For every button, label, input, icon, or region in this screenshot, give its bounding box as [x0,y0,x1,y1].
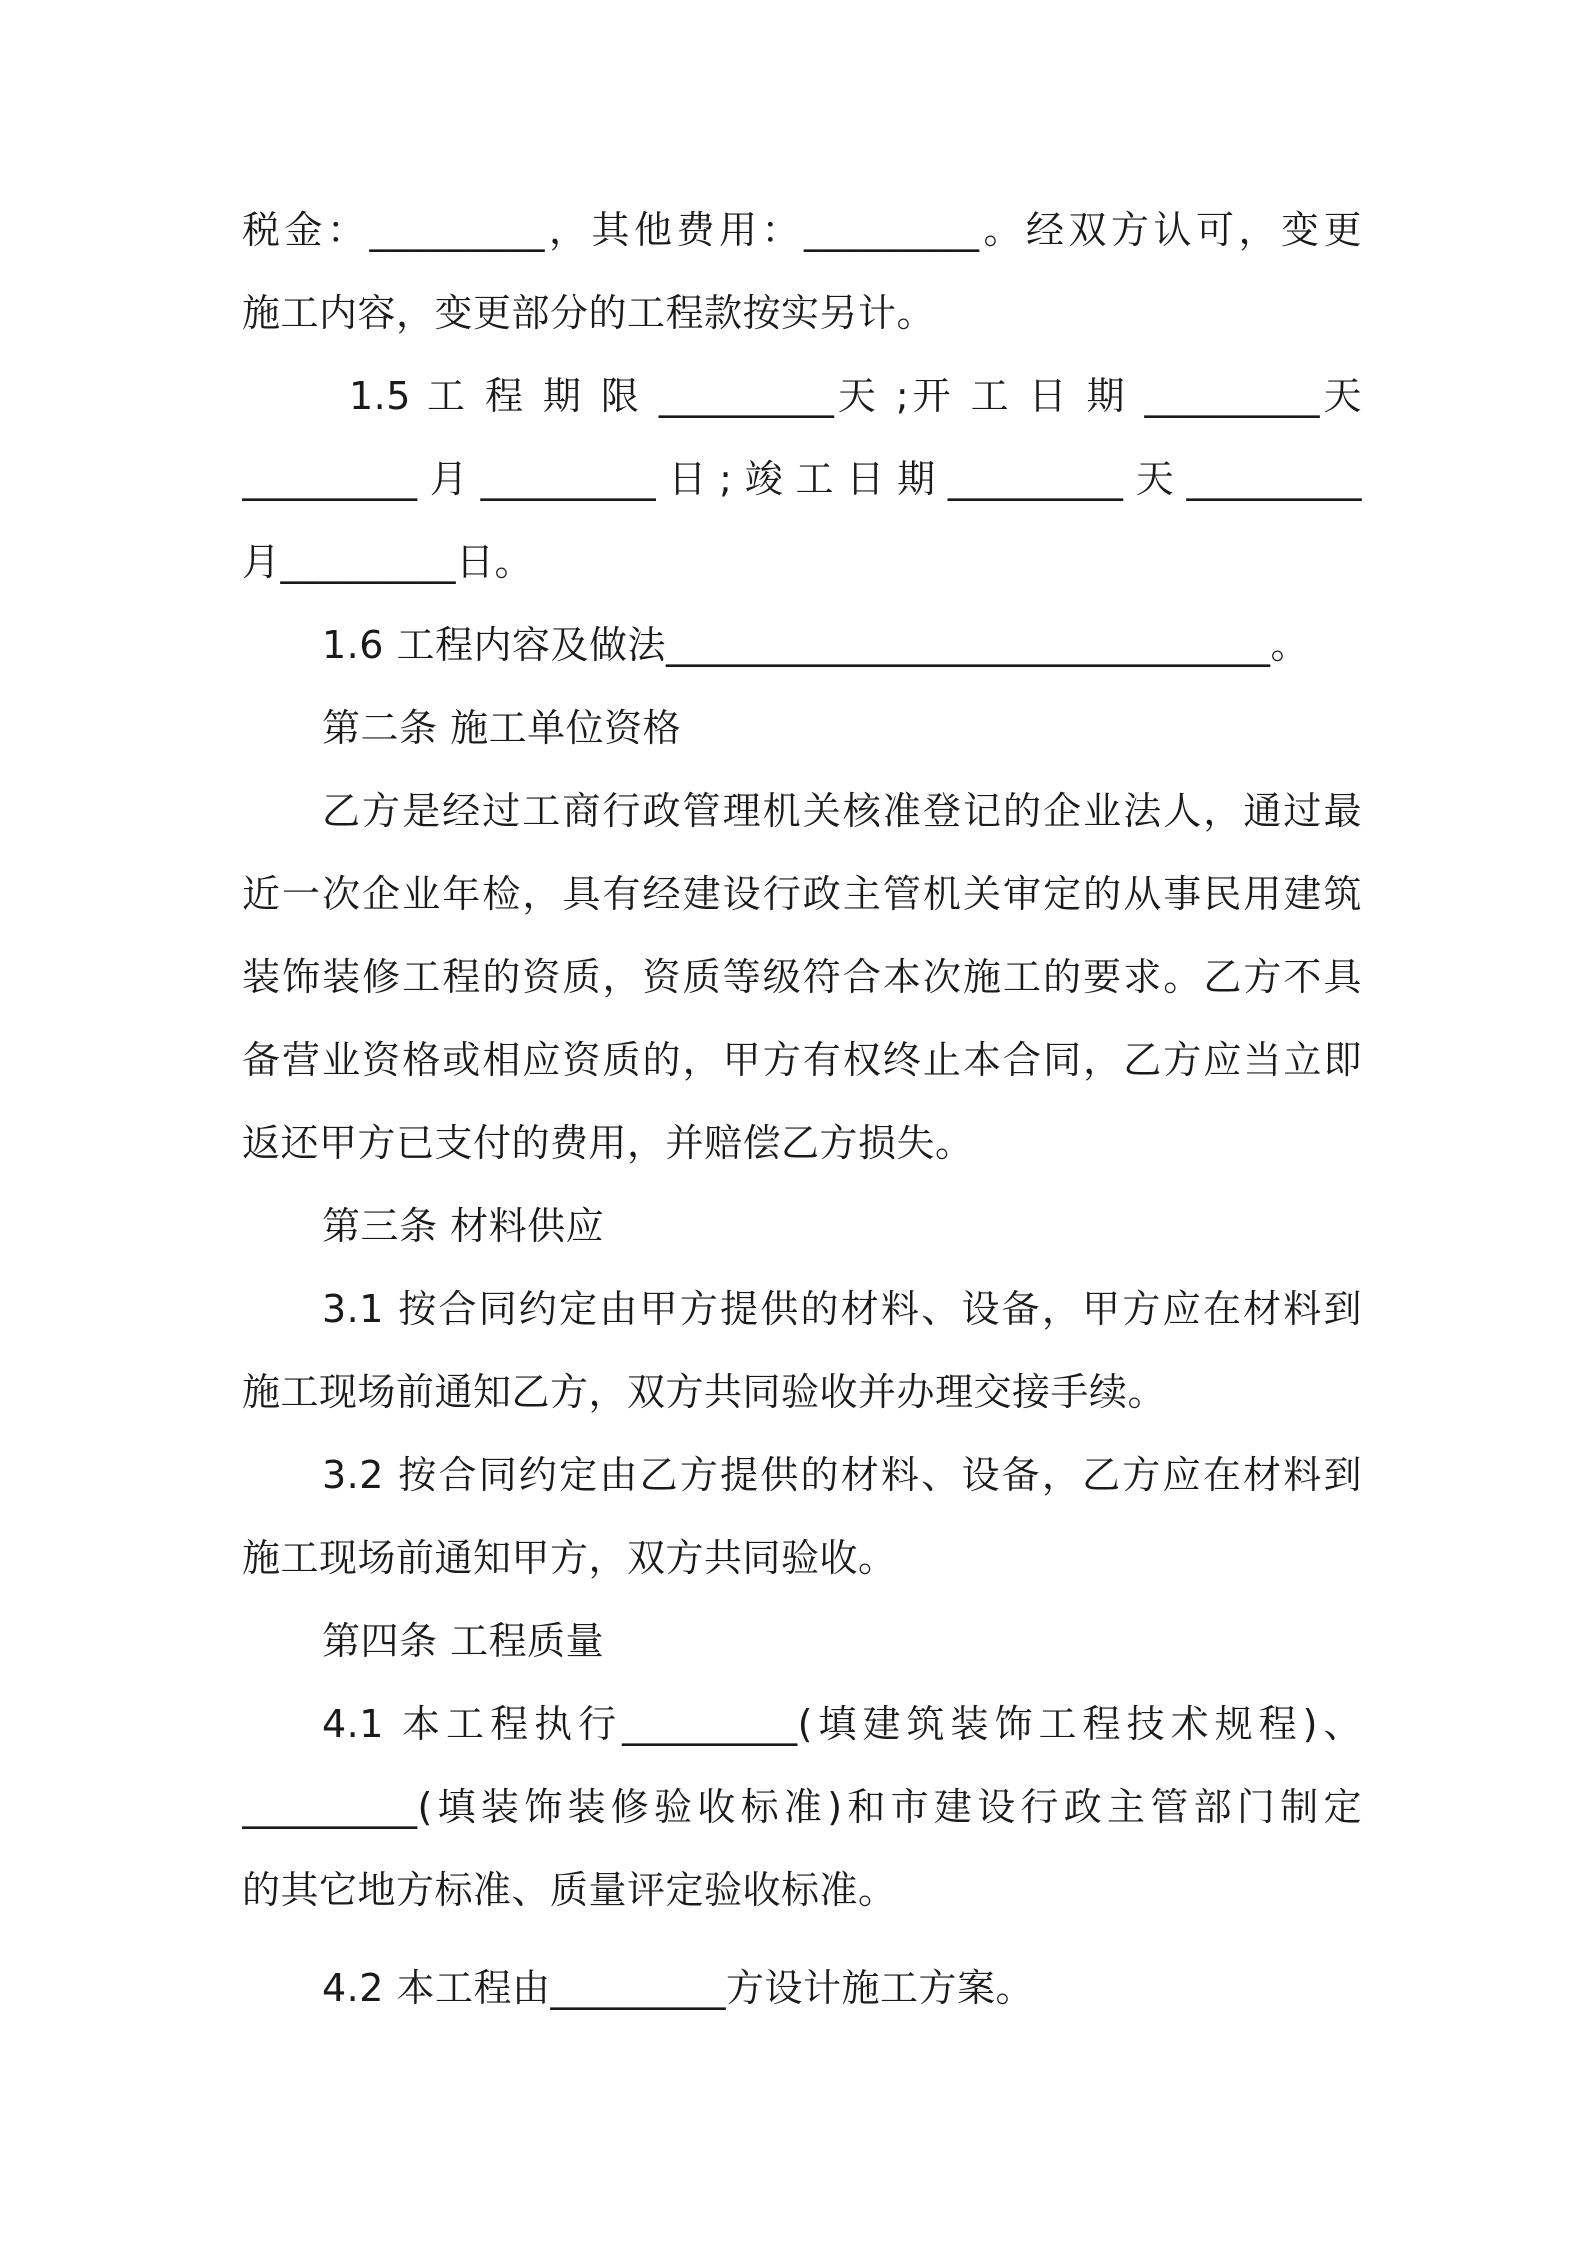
paragraph-line: 施工现场前通知甲方，双方共同验收。 [242,1536,897,1580]
paragraph-line: 装饰装修工程的资质，资质等级符合本次施工的要求。乙方不具 [242,955,1362,999]
paragraph-line: 1.5 工 程 期 限 _________天 ;开 工 日 期 _________天 [349,374,1362,418]
paragraph-line: 税金：_________，其他费用：_________。经双方认可，变更 [242,208,1362,252]
paragraph-line: 施工现场前通知乙方，双方共同验收并办理交接手续。 [242,1370,1167,1414]
paragraph-line: 3.1 按合同约定由甲方提供的材料、设备，甲方应在材料到 [322,1287,1362,1331]
paragraph-line: 1.6 工程内容及做法_______________________________。 [322,623,1310,667]
paragraph-line: 的其它地方标准、质量评定验收标准。 [242,1868,897,1912]
paragraph-line: 3.2 按合同约定由乙方提供的材料、设备，乙方应在材料到 [322,1453,1362,1497]
section-heading: 第二条 施工单位资格 [322,706,682,750]
paragraph-line: _________(填装饰装修验收标准)和市建设行政主管部门制定 [242,1785,1362,1829]
paragraph-line: 施工内容，变更部分的工程款按实另计。 [242,291,936,335]
paragraph-line: 月_________日。 [242,540,534,584]
paragraph-line: 4.2 本工程由_________方设计施工方案。 [322,1966,1035,2010]
paragraph-line: 乙方是经过工商行政管理机关核准登记的企业法人，通过最 [322,789,1362,833]
paragraph-line: _________月_________日;竣工日期_________天_________ [242,457,1362,501]
paragraph-line: 近一次企业年检，具有经建设行政主管机关审定的从事民用建筑 [242,872,1362,916]
paragraph-line: 备营业资格或相应资质的，甲方有权终止本合同，乙方应当立即 [242,1038,1362,1082]
paragraph-line: 4.1 本工程执行_________(填建筑装饰工程技术规程)、 [322,1702,1362,1746]
section-heading: 第三条 材料供应 [322,1204,605,1248]
section-heading: 第四条 工程质量 [322,1619,605,1663]
paragraph-line: 返还甲方已支付的费用，并赔偿乙方损失。 [242,1121,974,1165]
